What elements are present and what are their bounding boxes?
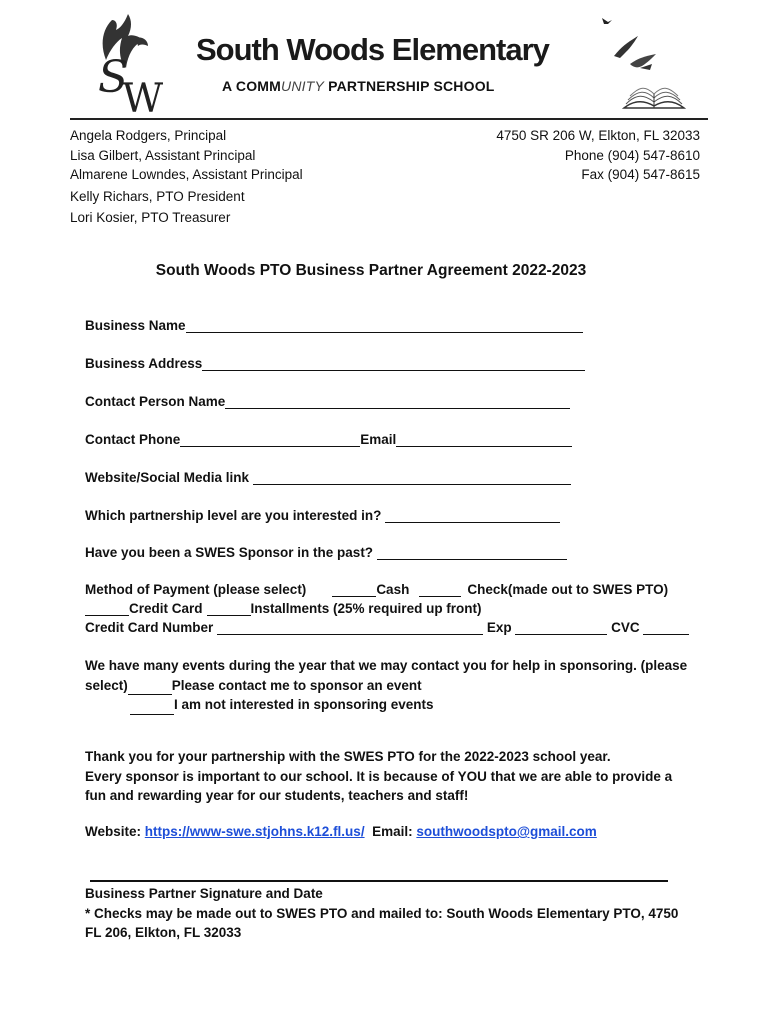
payment-method-label: Method of Payment (please select): [85, 582, 307, 597]
business-address-field[interactable]: [202, 356, 585, 371]
partnership-level-label: Which partnership level are you interested in?: [85, 508, 382, 523]
installments-label: Installments (25% required up front): [250, 601, 482, 616]
installments-checkbox-line[interactable]: [207, 601, 251, 616]
school-logo-eagle: [92, 10, 172, 116]
email-field[interactable]: [396, 432, 572, 447]
cvc-label: CVC: [611, 620, 640, 635]
mailing-note: * Checks may be made out to SWES PTO and mailed to: South Woods Elementary PTO, 4750: [85, 905, 679, 921]
exp-field[interactable]: [515, 620, 607, 635]
school-fax: Fax (904) 547-8615: [581, 167, 700, 182]
staff-pto-treasurer: Lori Kosier, PTO Treasurer: [70, 210, 231, 225]
staff-assistant-principal: Almarene Lowndes, Assistant Principal: [70, 167, 303, 182]
email-link-label: Email:: [372, 824, 413, 839]
school-phone: Phone (904) 547-8610: [564, 147, 700, 163]
signature-section: [85, 884, 678, 943]
events-select-text: select): [85, 677, 128, 693]
check-label: Check(made out to SWES PTO): [467, 582, 669, 597]
cvc-field[interactable]: [643, 620, 689, 635]
svg-text:W: W: [122, 76, 164, 116]
partnership-level-field[interactable]: [385, 508, 560, 523]
cash-label: Cash: [376, 582, 410, 597]
credit-card-label: Credit Card: [129, 601, 203, 616]
website-link-label: Website:: [85, 824, 142, 839]
payment-method-row-2: [85, 601, 482, 616]
cash-checkbox-line[interactable]: [332, 582, 376, 597]
contact-phone-label: Contact Phone: [85, 432, 181, 447]
thanks-line: Thank you for your partnership with the SWES PTO for the 2022-2023 school year.: [85, 749, 611, 764]
website-field[interactable]: [253, 470, 571, 485]
past-sponsor-label: Have you been a SWES Sponsor in the past?: [85, 545, 374, 560]
contact-event-checkbox-line[interactable]: [128, 680, 172, 695]
events-text: We have many events during the year that we may contact you for help in sponsoring. (please: [85, 658, 688, 673]
contact-phone-row: [85, 432, 572, 447]
header-divider: [70, 118, 708, 120]
check-checkbox-line[interactable]: [419, 582, 461, 597]
email-label: Email: [360, 432, 397, 447]
school-name: South Woods Elementary: [196, 32, 549, 67]
signature-line[interactable]: [90, 880, 668, 882]
links-row: [85, 822, 597, 842]
business-name-label: Business Name: [85, 318, 186, 333]
card-number-row: [85, 620, 689, 635]
school-tagline: A COMMUNITY PARTNERSHIP SCHOOL: [222, 78, 495, 94]
exp-label: Exp: [486, 620, 512, 635]
contact-phone-field[interactable]: [180, 432, 360, 447]
mailing-note: FL 206, Elkton, FL 32033: [85, 925, 242, 940]
school-website-link[interactable]: https://www-swe.stjohns.k12.fl.us/: [144, 824, 365, 839]
website-row: [85, 470, 571, 485]
business-name-row: [85, 318, 583, 333]
contact-person-label: Contact Person Name: [85, 394, 226, 409]
thanks-line: Every sponsor is important to our school. It is because of YOU that we are able to provide a: [85, 768, 673, 784]
card-number-label: Credit Card Number: [85, 620, 214, 635]
past-sponsor-row: [85, 545, 567, 560]
business-name-field[interactable]: [186, 318, 583, 333]
credit-card-checkbox-line[interactable]: [85, 601, 129, 616]
business-address-row: [85, 356, 585, 371]
document-title: South Woods PTO Business Partner Agreement 2022-2023: [155, 262, 587, 279]
school-contact: [496, 126, 700, 185]
partnership-level-row: [85, 508, 560, 523]
birds-and-book-illustration: [594, 12, 694, 112]
staff-pto-president: Kelly Richars, PTO President: [70, 188, 245, 204]
pto-email-link[interactable]: southwoodspto@gmail.com: [416, 824, 597, 839]
payment-method-row: [85, 582, 668, 597]
school-address: 4750 SR 206 W, Elkton, FL 32033: [496, 128, 700, 143]
staff-assistant-principal: Lisa Gilbert, Assistant Principal: [70, 147, 256, 163]
events-section: [85, 656, 687, 715]
staff-principal: Angela Rodgers, Principal: [70, 128, 227, 143]
thanks-line: fun and rewarding year for our students, teachers and staff!: [85, 788, 469, 803]
contact-person-field[interactable]: [225, 394, 570, 409]
card-number-field[interactable]: [217, 620, 483, 635]
contact-event-option: Please contact me to sponsor an event: [171, 677, 422, 693]
staff-list: [70, 126, 303, 228]
svg-text:S: S: [98, 52, 129, 103]
not-interested-checkbox-line[interactable]: [130, 700, 174, 715]
past-sponsor-field[interactable]: [377, 545, 567, 560]
business-address-label: Business Address: [85, 356, 203, 371]
not-interested-option: I am not interested in sponsoring events: [174, 697, 434, 712]
contact-person-row: [85, 394, 570, 409]
signature-label: Business Partner Signature and Date: [85, 886, 323, 901]
thanks-section: [85, 747, 672, 806]
website-label: Website/Social Media link: [85, 470, 250, 485]
